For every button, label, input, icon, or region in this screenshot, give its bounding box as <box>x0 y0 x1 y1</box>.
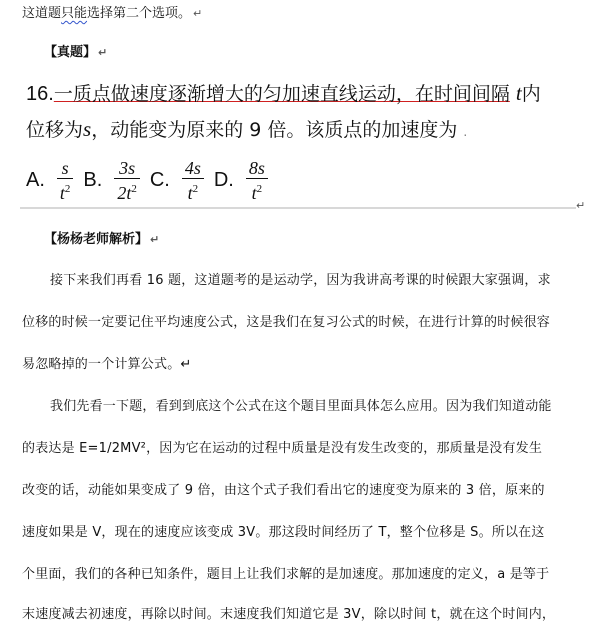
analysis-label: 【杨杨老师解析】 <box>44 232 149 247</box>
return-mark-icon: ↵ <box>98 46 108 59</box>
paragraph-line: 速度如果是 V，现在的速度应该变成 3V。那这段时间经历了 T，整个位移是 S。所以在这 <box>22 525 545 540</box>
paragraph-line: 我们先看一下题，看到到底这个公式在这个题目里面具体怎么应用。因为我们知道动能 <box>50 399 552 414</box>
paragraph-line: 末速度减去初速度，再除以时间。末速度我们知道它是 3V，除以时间 t，就在这个时间内， <box>22 607 556 622</box>
paragraph-line: 改变的话，动能如果变成了 9 倍，由这个式子我们看出它的速度变为原来的 3 倍，原来的 <box>22 483 545 498</box>
question-image-divider <box>20 207 576 209</box>
zhenti-heading <box>44 45 107 61</box>
paragraph-line: 的表达是 E=1/2MV²，因为它在运动的过程中质量是没有发生改变的，那质量是没有发生 <box>22 441 543 456</box>
question-line-1 <box>26 80 541 107</box>
paragraph-line: 接下来我们再看 16 题，这道题考的是运动学，因为我讲高考课的时候跟大家强调，求 <box>50 273 551 288</box>
analysis-heading <box>44 232 159 248</box>
fraction-denominator: $t^2$ <box>251 182 263 203</box>
variable-s: s <box>83 117 92 141</box>
option-fraction <box>57 158 74 203</box>
question-number: 16. <box>26 83 54 105</box>
intro-text-before: 这道题 <box>22 6 62 21</box>
option-fraction <box>114 158 140 203</box>
spellcheck-underlined-text: 只能 <box>61 6 88 21</box>
option-letter: A. <box>26 168 45 191</box>
fraction-numerator: 4s <box>184 157 201 178</box>
fraction-denominator: $t^2$ <box>59 182 71 203</box>
option-d <box>214 158 268 203</box>
option-a <box>26 158 73 203</box>
intro-line <box>22 6 202 22</box>
option-letter: B. <box>83 168 103 191</box>
return-mark-icon: ↵ <box>193 7 203 20</box>
option-c <box>150 158 204 203</box>
option-fraction <box>246 158 268 203</box>
option-b <box>83 158 139 203</box>
question-end-mark: . <box>463 125 468 139</box>
fraction-denominator: $t^2$ <box>187 182 199 203</box>
return-mark-icon: ↵ <box>576 199 586 212</box>
intro-text-after: 选择第二个选项。 <box>87 6 192 21</box>
fraction-numerator: s <box>61 157 69 178</box>
question-text-1-end: 内 <box>521 83 541 105</box>
paragraph-line: 易忽略掉的一个计算公式。↵ <box>22 357 192 372</box>
return-mark-icon: ↵ <box>150 233 160 246</box>
option-letter: D. <box>213 168 234 191</box>
option-letter: C. <box>149 168 170 191</box>
answer-options <box>26 152 278 208</box>
option-fraction <box>182 158 204 203</box>
variable-t: t <box>515 81 522 105</box>
fraction-numerator: 3s <box>119 157 136 178</box>
zhenti-label: 【真题】 <box>44 45 97 60</box>
fraction-denominator: $2t^2$ <box>117 182 137 203</box>
question-text-2-rest: ，动能变为原来的 9 倍。该质点的加速度为 <box>91 119 458 141</box>
question-line-2 <box>26 116 467 145</box>
question-text-2-start: 位移为 <box>26 119 84 141</box>
paragraph-line: 位移的时候一定要记住平均速度公式，这是我们在复习公式的时候，在进行计算的时候很容 <box>22 315 551 330</box>
question-text-1: 一质点做速度逐渐增大的匀加速直线运动，在时间间隔 <box>53 83 510 105</box>
fraction-numerator: 8s <box>248 157 265 178</box>
paragraph-line: 个里面，我们的各种已知条件，题目上让我们求解的是加速度。那加速度的定义，a 是等于 <box>22 567 550 582</box>
